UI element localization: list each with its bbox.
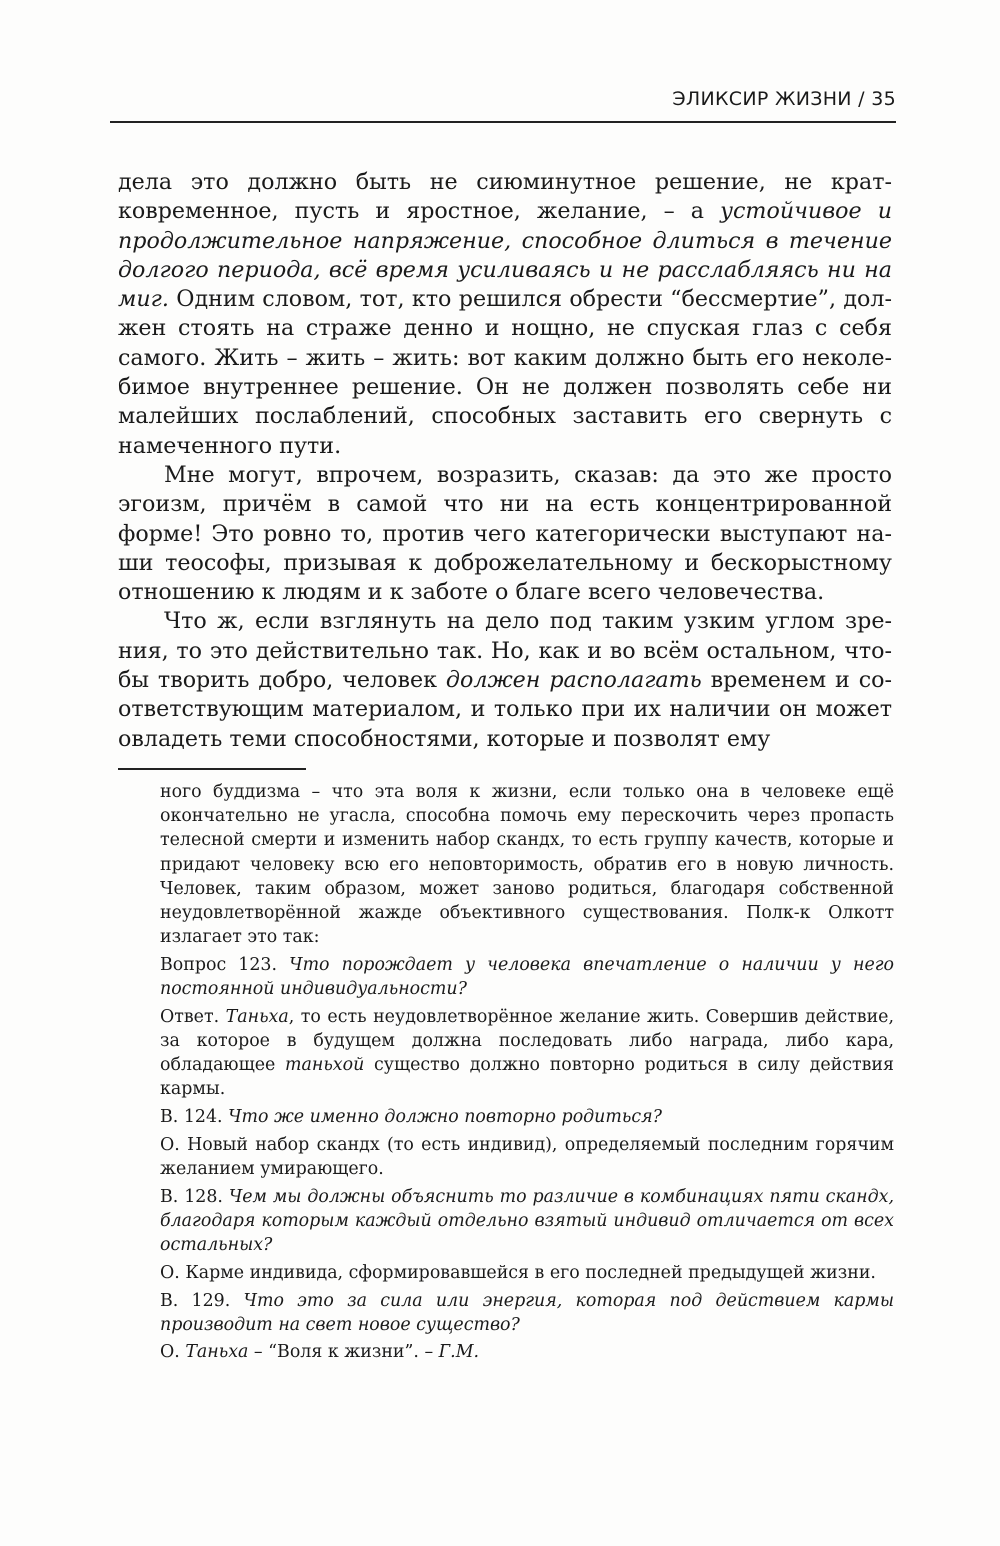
question-text: Чем мы должны объяснить то различие в комбинациях пяти скандх, благодаря которым каждый отдельно взятый индивид отличается от всех остальных? (160, 1186, 894, 1256)
page-number: 35 (871, 88, 896, 110)
question-label: В. 129. (160, 1290, 244, 1311)
paragraph-3 (118, 607, 892, 753)
footnote-answer-123 (160, 1005, 894, 1102)
footnote-question-124 (160, 1105, 894, 1129)
question-label: Вопрос 123. (160, 954, 290, 975)
answer-italic: Таньха (185, 1342, 249, 1363)
footnote (160, 780, 894, 1368)
footnote-intro: ного буддизма – что эта воля к жизни, если только она в человеке ещё окончательно не угасла, способна помочь ему перескочить через пропасть телесной смерти и изменить набор скандх, то есть группу качеств, которые и придают человеку всю его неповторимость, обратив его в новую личность. Человек, таким образом, может заново родиться, благодаря собственной неудовлетворённой жажде объективного существования. Полк-к Олкотт излагает это так: (160, 782, 894, 948)
header-rule (110, 121, 896, 123)
main-text (118, 168, 892, 754)
running-head (110, 88, 896, 110)
paragraph-1-text: дела это должно быть не сиюминутное решение, не кратковременное, пусть и яростное, желание, – а (118, 169, 892, 225)
paragraph-3-italic: должен располагать (445, 667, 702, 694)
answer-label: О. (160, 1342, 186, 1363)
paragraph-3-text: Что ж, если взглянуть на дело под таким узким углом зрения, то это действительно так. Но, как и во всём остальном, чтобы творить добро, человек (118, 608, 892, 694)
answer-italic: Таньха (225, 1006, 289, 1027)
running-title: ЭЛИКСИР ЖИЗНИ (672, 88, 852, 110)
footnote-answer-128: О. Карме индивида, сформировавшейся в его последней предыдущей жизни. (160, 1262, 876, 1283)
paragraph-1-text-2: Одним словом, тот, кто решился обрести “бессмертие”, должен стоять на страже денно и нощно, не спуская глаз с себя самого. Жить – жить – жить: вот каким должно быть его неколебимое внутреннее решение. Он не должен позволять себе ни малейших послаблений, способных заставить его свернуть с намеченного пути. (118, 286, 892, 459)
question-label: В. 124. (160, 1107, 229, 1128)
answer-label: Ответ. (160, 1006, 226, 1027)
paragraph-1-italic: устойчивое и продолжительное напряжение, способное длиться в течение долгого периода, всё время усиливаясь и не расслабляясь ни на миг. (118, 198, 892, 313)
answer-text: – “Воля к жизни”. – (248, 1342, 439, 1363)
question-text: Что порождает у человека впечатление о наличии у него постоянной индивидуальности? (160, 954, 894, 1000)
footnote-rule (118, 768, 306, 770)
answer-text-2: существо должно повторно родиться в силу действия кармы. (160, 1055, 894, 1100)
question-text: Что это за сила или энергия, которая под действием кармы производит на свет новое существо? (160, 1290, 894, 1335)
answer-italic-2: таньхой (285, 1055, 365, 1076)
question-text: Что же именно должно повторно родиться? (228, 1107, 662, 1128)
footnote-answer-129 (160, 1340, 894, 1364)
footnote-answer-124: О. Новый набор скандх (то есть индивид), определяемый последним горячим желанием умирающего. (160, 1134, 894, 1180)
question-label: В. 128. (160, 1186, 229, 1207)
footnote-question-123 (160, 953, 894, 1001)
answer-text: , то есть неудовлетворённое желание жить. Совершив действие, за которое в будущем должна последовать либо награда, либо кара, обладающее (160, 1006, 895, 1076)
paragraph-2: Мне могут, впрочем, возразить, сказав: да это же просто эгоизм, причём в самой что ни на есть концентрированной форме! Это ровно то, против чего категорически выступают наши теософы, призывая к доброжелательному и бескорыстному отношению к людям и к заботе о благе всего человечества. (118, 461, 892, 606)
paragraph-3-text-2: временем и соответствующим материалом, и только при их наличии он может овладеть теми способностями, которые и позволят ему (118, 667, 892, 752)
footnote-question-129 (160, 1289, 894, 1337)
footnote-question-128 (160, 1185, 894, 1258)
author-signature: Г.М. (438, 1342, 480, 1363)
paragraph-1 (118, 168, 892, 461)
header-separator: / (851, 88, 872, 110)
